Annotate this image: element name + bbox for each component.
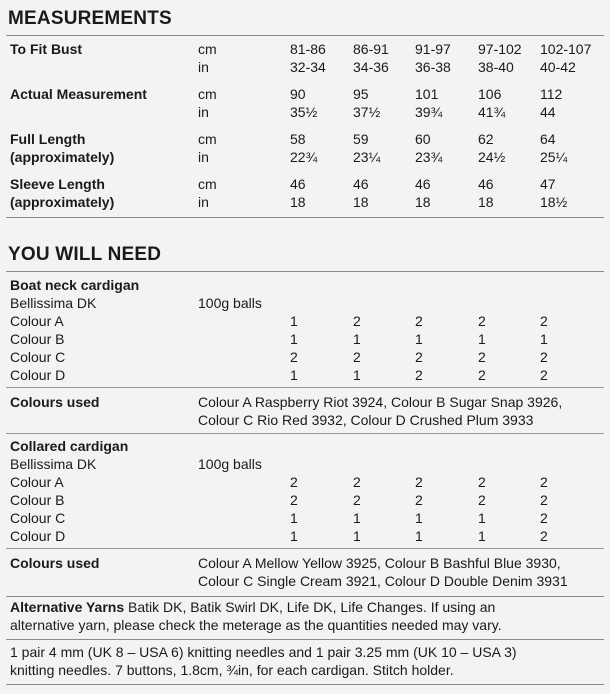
measurement-value: 91-97 (415, 41, 451, 57)
ball-count: 2 (478, 349, 486, 365)
divider (6, 433, 604, 434)
unit-label: in (198, 104, 209, 120)
ball-count: 2 (353, 313, 361, 329)
unit-label: cm (198, 41, 217, 57)
measurement-value: 101 (415, 86, 439, 102)
ball-count: 1 (290, 331, 298, 347)
ball-count: 1 (540, 331, 548, 347)
measurement-value: 25¼ (540, 149, 568, 165)
ball-count: 2 (415, 313, 423, 329)
ball-count: 2 (353, 492, 361, 508)
measurement-value: 95 (353, 86, 369, 102)
colours-used-label: Colours used (10, 555, 100, 571)
pattern-title: Collared cardigan (10, 438, 129, 454)
measurement-value: 47 (540, 176, 556, 192)
ball-count: 2 (540, 492, 548, 508)
ball-count: 2 (540, 510, 548, 526)
colour-name: Colour B (10, 492, 65, 508)
measurement-value: 86-91 (353, 41, 389, 57)
colour-name: Colour D (10, 367, 66, 383)
measurement-value: 46 (415, 176, 431, 192)
balls-label: 100g balls (198, 456, 262, 472)
row-label: (approximately) (10, 149, 115, 165)
ball-count: 1 (478, 528, 486, 544)
ball-count: 1 (415, 331, 423, 347)
you-will-need-heading: YOU WILL NEED (8, 244, 162, 265)
needles-line-2: knitting needles. 7 buttons, 1.8cm, ¾in, for each cardigan. Stitch holder. (10, 662, 454, 678)
alternative-yarns-line-1 (10, 598, 495, 616)
colour-name: Colour D (10, 528, 66, 544)
measurement-value: 23¼ (353, 149, 381, 165)
alternative-yarns-text: Batik DK, Batik Swirl DK, Life DK, Life Changes. If using an (124, 599, 496, 615)
colour-name: Colour B (10, 331, 65, 347)
row-label: Full Length (10, 131, 86, 147)
needles-line-1: 1 pair 4 mm (UK 8 – USA 6) knitting needles and 1 pair 3.25 mm (UK 10 – USA 3) (10, 644, 517, 660)
divider (6, 217, 604, 218)
ball-count: 1 (290, 510, 298, 526)
measurement-value: 40-42 (540, 59, 576, 75)
measurement-value: 18 (478, 194, 494, 210)
ball-count: 2 (540, 474, 548, 490)
colours-used-text: Colour C Single Cream 3921, Colour D Double Denim 3931 (198, 573, 568, 589)
ball-count: 2 (540, 313, 548, 329)
ball-count: 1 (415, 510, 423, 526)
unit-label: cm (198, 86, 217, 102)
measurement-value: 34-36 (353, 59, 389, 75)
measurement-value: 64 (540, 131, 556, 147)
ball-count: 1 (353, 367, 361, 383)
ball-count: 1 (415, 528, 423, 544)
measurement-value: 102-107 (540, 41, 592, 57)
measurement-value: 18 (415, 194, 431, 210)
pattern-title: Boat neck cardigan (10, 277, 140, 293)
row-label: (approximately) (10, 194, 115, 210)
measurement-value: 112 (540, 86, 563, 102)
ball-count: 2 (415, 349, 423, 365)
measurement-value: 90 (290, 86, 306, 102)
measurement-value: 81-86 (290, 41, 326, 57)
divider (6, 387, 604, 388)
measurement-value: 36-38 (415, 59, 451, 75)
measurement-value: 35½ (290, 104, 318, 120)
ball-count: 2 (478, 492, 486, 508)
unit-label: cm (198, 131, 217, 147)
measurement-value: 58 (290, 131, 306, 147)
ball-count: 1 (290, 367, 298, 383)
measurement-value: 44 (540, 104, 556, 120)
measurement-value: 46 (478, 176, 494, 192)
measurement-value: 32-34 (290, 59, 326, 75)
measurement-value: 97-102 (478, 41, 522, 57)
measurement-value: 39¾ (415, 104, 443, 120)
alternative-yarns-label: Alternative Yarns (10, 599, 125, 615)
ball-count: 2 (540, 528, 548, 544)
colours-used-text: Colour A Raspberry Riot 3924, Colour B Sugar Snap 3926, (198, 394, 563, 410)
measurement-value: 37½ (353, 104, 381, 120)
ball-count: 2 (290, 349, 298, 365)
ball-count: 1 (478, 331, 486, 347)
colours-used-text: Colour A Mellow Yellow 3925, Colour B Bashful Blue 3930, (198, 555, 561, 571)
ball-count: 2 (478, 313, 486, 329)
unit-label: cm (198, 176, 217, 192)
ball-count: 1 (290, 313, 298, 329)
ball-count: 2 (478, 367, 486, 383)
colour-name: Colour A (10, 313, 64, 329)
measurement-value: 18 (290, 194, 306, 210)
alternative-yarns-line-2: alternative yarn, please check the meterage as the quantities needed may vary. (10, 617, 502, 633)
row-label: Sleeve Length (10, 176, 105, 192)
divider (6, 35, 604, 36)
yarn-name: Bellissima DK (10, 295, 97, 311)
colour-name: Colour A (10, 474, 64, 490)
ball-count: 2 (290, 492, 298, 508)
measurement-value: 38-40 (478, 59, 514, 75)
ball-count: 2 (478, 474, 486, 490)
divider (6, 639, 604, 640)
measurement-value: 41¾ (478, 104, 506, 120)
colour-name: Colour C (10, 510, 66, 526)
measurement-value: 18 (353, 194, 369, 210)
ball-count: 2 (540, 349, 548, 365)
measurement-value: 46 (290, 176, 306, 192)
measurement-value: 106 (478, 86, 502, 102)
ball-count: 1 (290, 528, 298, 544)
measurement-value: 60 (415, 131, 431, 147)
row-label: Actual Measurement (10, 86, 147, 102)
measurement-value: 59 (353, 131, 369, 147)
ball-count: 2 (415, 367, 423, 383)
ball-count: 2 (353, 349, 361, 365)
row-label: To Fit Bust (10, 41, 83, 57)
colours-used-text: Colour C Rio Red 3932, Colour D Crushed Plum 3933 (198, 412, 534, 428)
measurement-value: 46 (353, 176, 369, 192)
yarn-name: Bellissima DK (10, 456, 97, 472)
measurement-value: 62 (478, 131, 494, 147)
ball-count: 2 (290, 474, 298, 490)
colours-used-label: Colours used (10, 394, 100, 410)
ball-count: 2 (540, 367, 548, 383)
measurement-value: 18½ (540, 194, 568, 210)
unit-label: in (198, 194, 209, 210)
measurements-heading: MEASUREMENTS (8, 8, 172, 29)
ball-count: 1 (478, 510, 486, 526)
unit-label: in (198, 59, 209, 75)
balls-label: 100g balls (198, 295, 262, 311)
divider (6, 684, 604, 685)
ball-count: 1 (353, 528, 361, 544)
unit-label: in (198, 149, 209, 165)
divider (6, 596, 604, 597)
ball-count: 2 (353, 474, 361, 490)
measurement-value: 24½ (478, 149, 506, 165)
divider (6, 271, 604, 272)
measurement-value: 23¾ (415, 149, 443, 165)
ball-count: 2 (415, 492, 423, 508)
colour-name: Colour C (10, 349, 66, 365)
ball-count: 1 (353, 331, 361, 347)
ball-count: 2 (415, 474, 423, 490)
measurement-value: 22¾ (290, 149, 318, 165)
divider (6, 548, 604, 549)
ball-count: 1 (353, 510, 361, 526)
